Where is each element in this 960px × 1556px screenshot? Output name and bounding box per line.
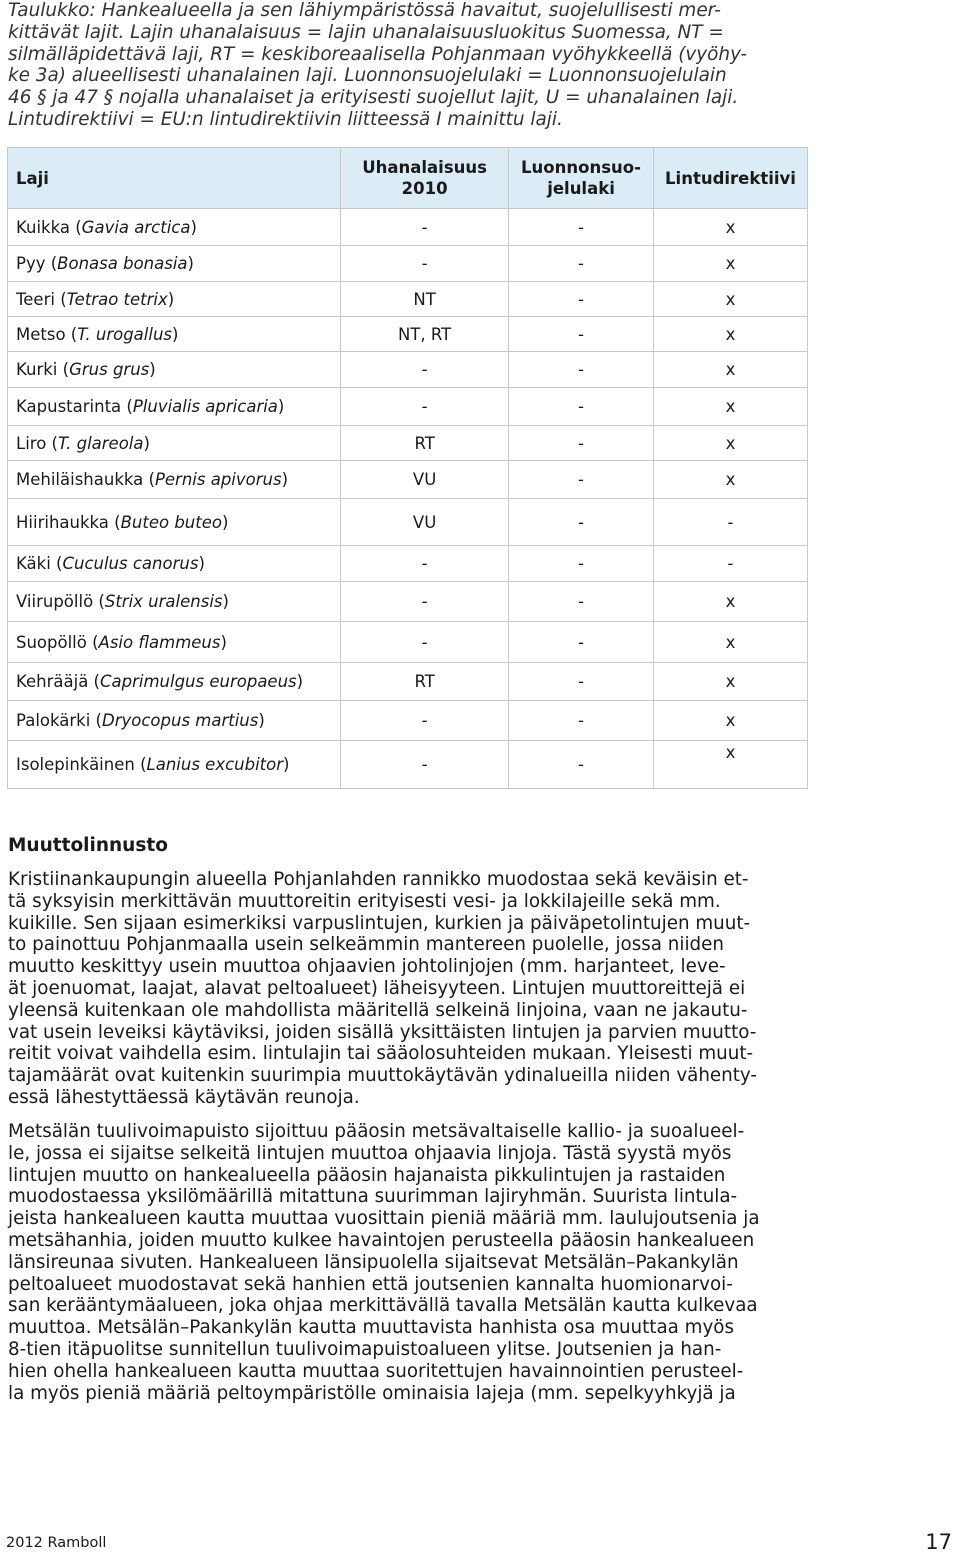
species-cell: Liro (T. glareola): [8, 426, 341, 461]
species-latin: Buteo buteo: [120, 512, 222, 532]
paragraph-line: jeista hankealueen kautta muuttaa vuosittain pieniä määriä mm. laulujoutsenia ja: [8, 1208, 760, 1230]
paragraph-line: tajamäärät ovat kuitenkin suurimpia muuttokäytävän ydinalueilla niiden vähenty-: [8, 1065, 758, 1087]
species-cell: Isolepinkäinen (Lanius excubitor): [8, 741, 341, 789]
caption-line: ke 3a) alueellisesti uhanalainen laji. Luonnonsuojelulaki = Luonnonsuojelulain: [8, 65, 727, 87]
header-luonnonsuojelulaki-line2: jelulaki: [547, 179, 615, 198]
status-cell: -: [341, 582, 509, 622]
status-cell: RT: [341, 426, 509, 461]
table-row: [8, 426, 808, 461]
status-cell: NT: [341, 282, 509, 317]
directive-cell: x: [654, 741, 808, 789]
species-latin: Asio flammeus: [98, 632, 221, 652]
species-latin: T. glareola: [57, 433, 144, 453]
paragraph-2: [8, 1121, 808, 1404]
species-cell: Pyy (Bonasa bonasia): [8, 246, 341, 282]
species-latin: Caprimulgus europaeus: [100, 672, 297, 691]
paragraph-line: Metsälän tuulivoimapuisto sijoittuu pääosin metsävaltaiselle kallio- ja suoalueel-: [8, 1121, 745, 1142]
law-cell: -: [509, 388, 654, 426]
paragraph-line: tä syksyisin merkittävän muuttoreitin erityisesti vesi- ja lokkilajeille sekä mm.: [8, 890, 721, 912]
header-luonnonsuojelulaki-line1: Luonnonsuo-: [521, 158, 641, 177]
species-latin: T. urogallus: [77, 324, 173, 344]
species-cell: Teeri (Tetrao tetrix): [8, 282, 341, 317]
directive-cell: -: [654, 546, 808, 582]
directive-cell: x: [654, 282, 808, 317]
table-row: [8, 546, 808, 582]
directive-cell: x: [654, 582, 808, 622]
directive-cell: x: [654, 317, 808, 352]
status-cell: -: [341, 209, 509, 246]
paragraph-line: essä lähestyttäessä käytävän reunoja.: [8, 1086, 360, 1108]
directive-cell: -: [654, 499, 808, 546]
paragraph-line: la myös pieniä määriä peltoympäristölle ominaisia lajeja (mm. sepelkyyhkyjä ja: [8, 1382, 736, 1404]
header-lintudirektiivi: Lintudirektiivi: [654, 148, 808, 209]
species-latin: Cuculus canorus: [62, 554, 199, 573]
section-title: Muuttolinnusto: [8, 835, 168, 856]
species-latin: Tetrao tetrix: [66, 289, 168, 309]
directive-cell: x: [654, 663, 808, 701]
table-row: [8, 209, 808, 246]
table-caption: [8, 0, 808, 131]
species-name: Metso: [16, 324, 66, 344]
paragraph-line: muodostaessa yksilömäärillä mitattuna suurimman lajiryhmän. Suurista lintula-: [8, 1186, 738, 1208]
species-cell: Palokärki (Dryocopus martius): [8, 701, 341, 741]
directive-cell: x: [654, 426, 808, 461]
header-uhanalaisuus: [341, 148, 509, 209]
law-cell: -: [509, 582, 654, 622]
species-cell: Kapustarinta (Pluvialis apricaria): [8, 388, 341, 426]
species-cell: Käki (Cuculus canorus): [8, 546, 341, 582]
status-cell: -: [341, 352, 509, 388]
header-uhanalaisuus-line2: 2010: [401, 179, 448, 198]
table-row: [8, 622, 808, 663]
law-cell: -: [509, 546, 654, 582]
directive-cell: x: [654, 388, 808, 426]
species-name: Palokärki: [16, 711, 91, 730]
caption-line: Taulukko: Hankealueella ja sen lähiympäristössä havaitut, suojelullisesti mer-: [8, 0, 721, 21]
species-cell: Kehrääjä (Caprimulgus europaeus): [8, 663, 341, 701]
directive-cell: x: [654, 352, 808, 388]
paragraph-line: reitit voivat vaihdella esim. lintulajin tai sääolosuhteiden mukaan. Yleisesti muut-: [8, 1043, 754, 1065]
table-row: [8, 741, 808, 789]
paragraph-line: vat usein leveiksi käytäviksi, joiden sisällä yksittäisten lintujen ja parvien muutto-: [8, 1021, 757, 1043]
paragraph-line: le, jossa ei sijaitse selkeitä lintujen muuttoa ohjaavia linjoja. Tästä syystä myös: [8, 1142, 732, 1164]
table-row: [8, 461, 808, 499]
paragraph-line: muuttoa. Metsälän–Pakankylän kautta muuttavista hanhista osa muuttaa myös: [8, 1317, 735, 1339]
species-latin: Bonasa bonasia: [57, 254, 188, 273]
paragraph-line: peltoalueet muodostavat sekä hanhien että joutsenien kannalta huomionarvoi-: [8, 1273, 733, 1295]
species-cell: Kurki (Grus grus): [8, 352, 341, 388]
law-cell: -: [509, 461, 654, 499]
status-cell: -: [341, 741, 509, 789]
table-row: [8, 701, 808, 741]
law-cell: -: [509, 426, 654, 461]
directive-cell: x: [654, 622, 808, 663]
paragraph-line: muutto keskittyy usein muuttoa ohjaavien johtolinjojen (mm. harjanteet, leve-: [8, 956, 726, 978]
law-cell: -: [509, 352, 654, 388]
species-table: [7, 147, 808, 789]
species-name: Kuikka: [16, 217, 70, 237]
species-name: Viirupöllö: [16, 592, 94, 611]
species-cell: Hiirihaukka (Buteo buteo): [8, 499, 341, 546]
species-cell: Suopöllö (Asio flammeus): [8, 622, 341, 663]
law-cell: -: [509, 741, 654, 789]
species-name: Kurki: [16, 360, 58, 379]
header-laji: Laji: [8, 148, 341, 209]
paragraph-line: metsähanhia, joiden muutto kulkee havaintojen perusteella pääosin hankealueen: [8, 1229, 755, 1251]
directive-cell: x: [654, 701, 808, 741]
paragraph-line: to painottuu Pohjanmaalla usein selkeämmin mantereen puolelle, jossa niiden: [8, 934, 724, 956]
species-latin: Lanius excubitor: [146, 755, 284, 774]
status-cell: VU: [341, 461, 509, 499]
paragraph-line: Kristiinankaupungin alueella Pohjanlahden rannikko muodostaa sekä keväisin et-: [8, 869, 749, 890]
caption-line: Lintudirektiivi = EU:n lintudirektiivin liitteessä I mainittu laji.: [8, 108, 563, 130]
species-name: Hiirihaukka: [16, 512, 109, 532]
species-name: Isolepinkäinen: [16, 755, 135, 774]
table-row: [8, 499, 808, 546]
species-cell: Kuikka (Gavia arctica): [8, 209, 341, 246]
law-cell: -: [509, 317, 654, 352]
table-row: [8, 282, 808, 317]
species-cell: Mehiläishaukka (Pernis apivorus): [8, 461, 341, 499]
species-name: Mehiläishaukka: [16, 470, 144, 489]
status-cell: -: [341, 622, 509, 663]
paragraph-line: 8-tien itäpuolitse sunnitellun tuulivoimapuistoalueen ylitse. Joutsenien ja han-: [8, 1338, 722, 1360]
law-cell: -: [509, 246, 654, 282]
status-cell: VU: [341, 499, 509, 546]
law-cell: -: [509, 209, 654, 246]
status-cell: -: [341, 246, 509, 282]
page-number: 17: [925, 1530, 952, 1554]
species-cell: Viirupöllö (Strix uralensis): [8, 582, 341, 622]
table-header-row: [8, 148, 808, 209]
table-body: [8, 209, 808, 789]
status-cell: RT: [341, 663, 509, 701]
paragraph-line: yleensä kuitenkaan ole mahdollista määritellä selkeinä linjoina, vaan ne jakautu-: [8, 999, 748, 1021]
paragraph-1: [8, 869, 808, 1109]
status-cell: -: [341, 546, 509, 582]
species-cell: Metso (T. urogallus): [8, 317, 341, 352]
header-luonnonsuojelulaki: [509, 148, 654, 209]
species-latin: Grus grus: [69, 360, 150, 379]
law-cell: -: [509, 701, 654, 741]
directive-cell: x: [654, 209, 808, 246]
paragraph-line: länsireunaa sivuten. Hankealueen länsipuolella sijaitsevat Metsälän–Pakankylän: [8, 1251, 739, 1273]
caption-line: kittävät lajit. Lajin uhanalaisuus = lajin uhanalaisuusluokitus Suomessa, NT =: [8, 21, 724, 43]
status-cell: -: [341, 388, 509, 426]
header-uhanalaisuus-line1: Uhanalaisuus: [362, 158, 487, 177]
table-row: [8, 317, 808, 352]
table-row: [8, 582, 808, 622]
caption-line: silmälläpidettävä laji, RT = keskiboreaalisella Pohjanmaan vyöhykkeellä (vyöhy-: [8, 43, 747, 65]
species-name: Suopöllö: [16, 632, 87, 652]
species-latin: Pernis apivorus: [154, 470, 282, 489]
table-row: [8, 246, 808, 282]
table-row: [8, 663, 808, 701]
footer-company: 2012 Ramboll: [6, 1535, 107, 1551]
table-row: [8, 388, 808, 426]
law-cell: -: [509, 282, 654, 317]
species-name: Käki: [16, 554, 51, 573]
paragraph-line: lintujen muutto on hankealueella pääosin hajanaista pikkulintujen ja rastaiden: [8, 1164, 726, 1186]
law-cell: -: [509, 622, 654, 663]
species-name: Liro: [16, 433, 47, 453]
species-name: Teeri: [16, 289, 55, 309]
paragraph-line: kuikille. Sen sijaan esimerkiksi varpuslintujen, kurkien ja päiväpetolintujen muut-: [8, 912, 751, 934]
status-cell: -: [341, 701, 509, 741]
table-row: [8, 352, 808, 388]
species-latin: Strix uralensis: [104, 592, 223, 611]
law-cell: -: [509, 663, 654, 701]
species-latin: Pluvialis apricaria: [132, 397, 278, 416]
species-name: Kehrääjä: [16, 672, 89, 691]
status-cell: NT, RT: [341, 317, 509, 352]
law-cell: -: [509, 499, 654, 546]
paragraph-line: san kerääntymäalueen, joka ohjaa merkittävällä tavalla Metsälän kautta kulkevaa: [8, 1295, 758, 1317]
species-latin: Gavia arctica: [81, 217, 191, 237]
paragraph-line: hien ohella hankealueen kautta muuttaa suoritettujen havainnointien perusteel-: [8, 1360, 744, 1382]
paragraph-line: ät joenuomat, laajat, alavat peltoalueet) läheisyyteen. Lintujen muuttoreittejä ei: [8, 977, 746, 999]
directive-cell: x: [654, 246, 808, 282]
species-latin: Dryocopus martius: [102, 711, 259, 730]
caption-line: 46 § ja 47 § nojalla uhanalaiset ja erityisesti suojellut lajit, U = uhanalainen laji.: [8, 87, 739, 109]
species-name: Pyy: [16, 254, 46, 273]
species-name: Kapustarinta: [16, 397, 122, 416]
directive-cell: x: [654, 461, 808, 499]
